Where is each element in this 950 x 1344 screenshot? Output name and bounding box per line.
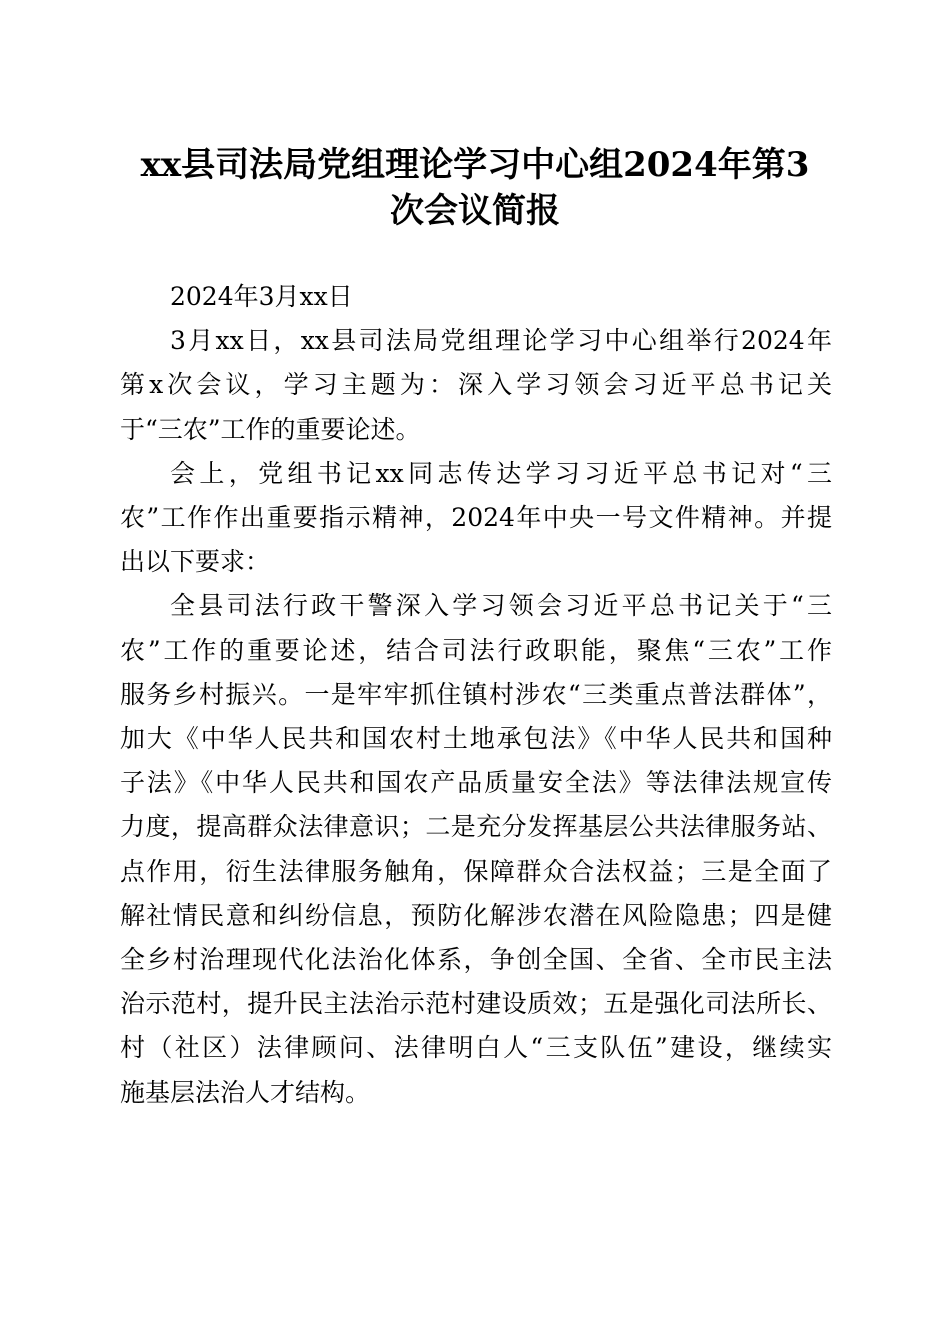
text-line: 加大《中华人民共和国农村土地承包法》《中华人民共和国种 <box>120 724 832 754</box>
text-line: 力度，提高群众法律意识；二是充分发挥基层公共法律服务站、 <box>120 812 832 842</box>
text-line: 点作用，衍生法律服务触角，保障群众合法权益；三是全面了 <box>120 856 832 886</box>
text-line: 于“三农”工作的重要论述。 <box>120 414 421 444</box>
text-line: 治示范村，提升民主法治示范村建设质效；五是强化司法所长、 <box>120 989 832 1019</box>
document-body <box>120 255 832 1115</box>
text-line: 出以下要求： <box>120 547 271 577</box>
text-line: 子法》《中华人民共和国农产品质量安全法》等法律法规宣传 <box>120 768 832 798</box>
text-line: 农”工作作出重要指示精神，2024年中央一号文件精神。并提 <box>120 503 832 533</box>
document-date: 2024年3月xx日 <box>170 282 353 311</box>
text-line: 村（社区）法律顾问、法律明白人“三支队伍”建设，继续实 <box>120 1033 832 1063</box>
paragraph-2 <box>120 452 832 585</box>
text-line: 全乡村治理现代化法治化体系，争创全国、全省、全市民主法 <box>120 945 832 975</box>
text-line: 服务乡村振兴。一是牢牢抓住镇村涉农“三类重点普法群体”， <box>120 679 832 709</box>
text-line: 解社情民意和纠纷信息，预防化解涉农潜在风险隐患；四是健 <box>120 900 832 930</box>
text-line: 会上，党组书记xx同志传达学习习近平总书记对“三 <box>170 458 832 488</box>
title-line: xx县司法局党组理论学习中心组2024年第3 <box>140 145 810 185</box>
document-title <box>100 142 850 234</box>
text-line: 施基层法治人才结构。 <box>120 1077 371 1107</box>
text-line: 全县司法行政干警深入学习领会习近平总书记关于“三 <box>170 591 832 621</box>
text-line: 第x次会议，学习主题为：深入学习领会习近平总书记关 <box>120 370 832 400</box>
title-line: 次会议简报 <box>390 191 560 231</box>
text-line: 3月xx日，xx县司法局党组理论学习中心组举行2024年 <box>170 326 832 356</box>
paragraph-1 <box>120 319 832 452</box>
text-line: 农”工作的重要论述，结合司法行政职能，聚焦“三农”工作 <box>120 635 832 665</box>
paragraph-3 <box>120 584 832 1114</box>
